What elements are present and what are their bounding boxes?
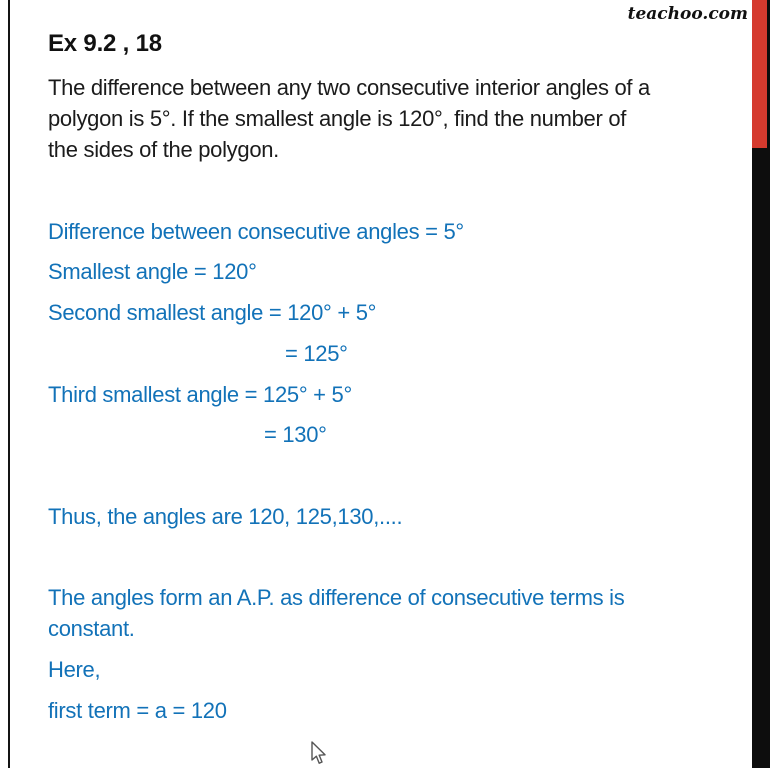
problem-line-2: polygon is 5°. If the smallest angle is 120°, find the number of: [48, 106, 627, 131]
teachoo-logo: teachoo.com: [627, 4, 748, 24]
problem-line-1: The difference between any two consecutive interior angles of a: [48, 75, 650, 100]
exercise-title: Ex 9.2 , 18: [48, 30, 162, 57]
scrollbar-track[interactable]: [752, 0, 770, 768]
solution-second-smallest-line: Second smallest angle = 120° + 5°: [48, 300, 377, 325]
solution-first-term-line: first term = a = 120: [48, 698, 227, 723]
solution-second-result-line: = 125°: [285, 341, 348, 366]
solution-angles-list-line: Thus, the angles are 120, 125,130,....: [48, 504, 403, 529]
scrollbar-thumb[interactable]: [752, 0, 767, 148]
solution-third-smallest-line: Third smallest angle = 125° + 5°: [48, 382, 352, 407]
solution-here-line: Here,: [48, 657, 101, 682]
slide-left-border: [8, 0, 10, 768]
solution-difference-line: Difference between consecutive angles = 5°: [48, 219, 464, 244]
solution-smallest-angle-line: Smallest angle = 120°: [48, 259, 257, 284]
solution-ap-statement-line: The angles form an A.P. as difference of consecutive terms is: [48, 585, 625, 610]
solution-third-result-line: = 130°: [264, 422, 327, 447]
mouse-cursor-icon: [309, 741, 327, 767]
solution-ap-statement-wrap: constant.: [48, 616, 135, 641]
problem-line-3: the sides of the polygon.: [48, 137, 279, 162]
